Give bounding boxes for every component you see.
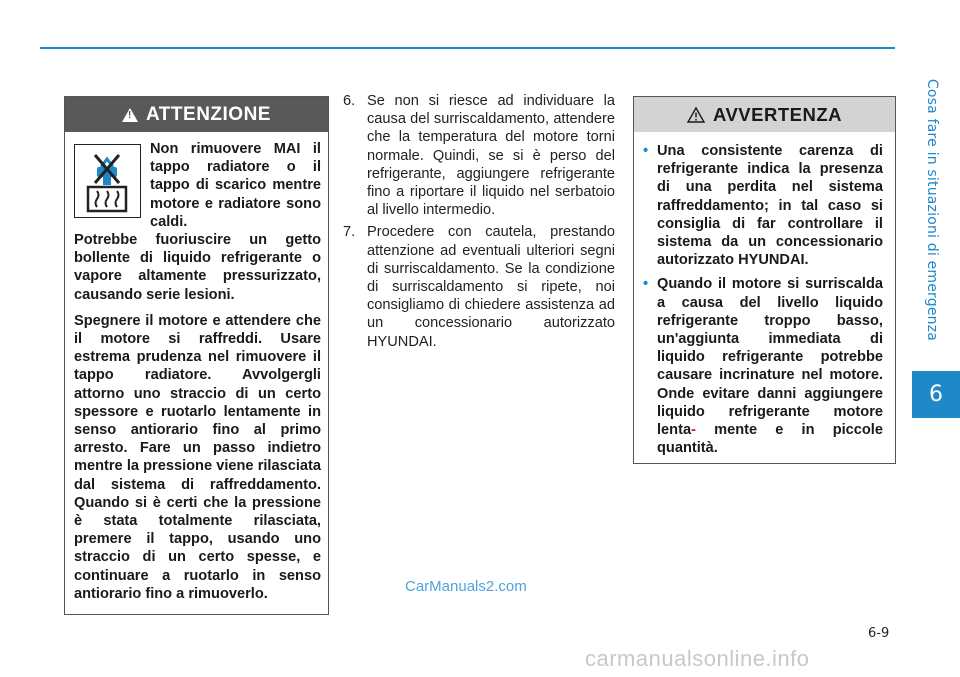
chapter-title-text: Cosa fare in situazioni di emergenza [924,78,940,342]
warning-bullet-2-end: mente e in piccole quantità. [657,422,883,457]
page-number: 6-9 [868,626,890,641]
footer-watermark: carmanualsonline.info [585,646,810,671]
hyphen-mark: - [691,422,696,439]
step-number: 7. [343,224,356,241]
warning-title: AVVERTENZA [712,103,843,125]
attention-box [64,96,329,615]
warning-bullet-2 [643,275,883,457]
step-number: 6. [343,93,356,109]
attention-paragraph-1: Potrebbe fuoriuscire un getto bollente di liquido refrigerante o vapore altamente pressurizzato, causando serie lesioni. [74,232,321,303]
step-text: Procedere con cautela, prestando attenzione ad eventuali ulteriori segni di surriscaldamento. Se la condizione di surriscaldamento si ripete, noi consigliamo di chiedere assistenza ad un concessionario autorizzato HYUNDAI. [367,224,615,350]
warning-box [633,96,896,464]
warning-bullet-text: Una consistente carenza di refrigerante indica la presenza di una perdita nel sistema raffreddamento; in tal caso si consiglia di far controllare il sistema da un concessionario autorizzato HYUNDAI. [657,143,883,269]
warning-bullet-2-main: Quando il motore si surriscalda a causa del livello liquido refrigerante troppo basso, un'aggiunta immediata di liquido refrigerante potrebbe causare incrinature nel motore. Onde evitare danni aggiungere liquido refrigerante motore lenta [657,276,883,439]
attention-paragraph-2: Spegnere il motore e attendere che il motore si raffreddi. Usare estrema prudenza nel rimuovere il tappo radiatore. Avvolgergli attorno uno straccio di un certo spessore e ruotarlo lentamente in senso antiorario fino al primo arresto. Fare un passo indietro mentre la pressione viene rilasciata dal sistema di raffreddamento. Quando si è certi che la pressione è stata totalmente rilasciata, premere il tappo, usando uno straccio di un certo spesse, e continuare a ruotarlo in senso antiorario fino a rimuoverlo. [74,312,321,602]
hot-radiator-no-open-icon [74,144,141,218]
warning-bullet-1 [643,142,883,269]
bullet-dot: • [643,276,649,293]
warning-outline-icon [687,107,705,123]
warning-bullet-text [657,275,883,457]
watermark-link[interactable]: CarManuals2.com [405,578,527,595]
chapter-tab[interactable]: 6 [912,371,960,418]
attention-header [65,97,328,132]
attention-lead-text: Non rimuovere MAI il tappo radiatore o il tappo di scarico mentre motore e radiatore sono caldi. [150,141,321,230]
top-rule [40,47,895,49]
warning-header [634,97,895,132]
step-7 [343,223,615,350]
chapter-side-title [912,60,952,360]
attention-title: ATTENZIONE [146,103,271,125]
step-text: Se non si riesce ad individuare la causa del surriscaldamento, attendere che la temperatura del motore torni normale. Quindi, se si è perso del refrigerante, aggiungere refrigerante fino a riportare il liquido nel serbatoio al livello intermedio. [367,93,615,219]
procedure-steps [343,92,615,351]
step-6 [343,92,615,219]
bullet-dot: • [643,143,649,159]
warning-triangle-icon [122,108,138,122]
